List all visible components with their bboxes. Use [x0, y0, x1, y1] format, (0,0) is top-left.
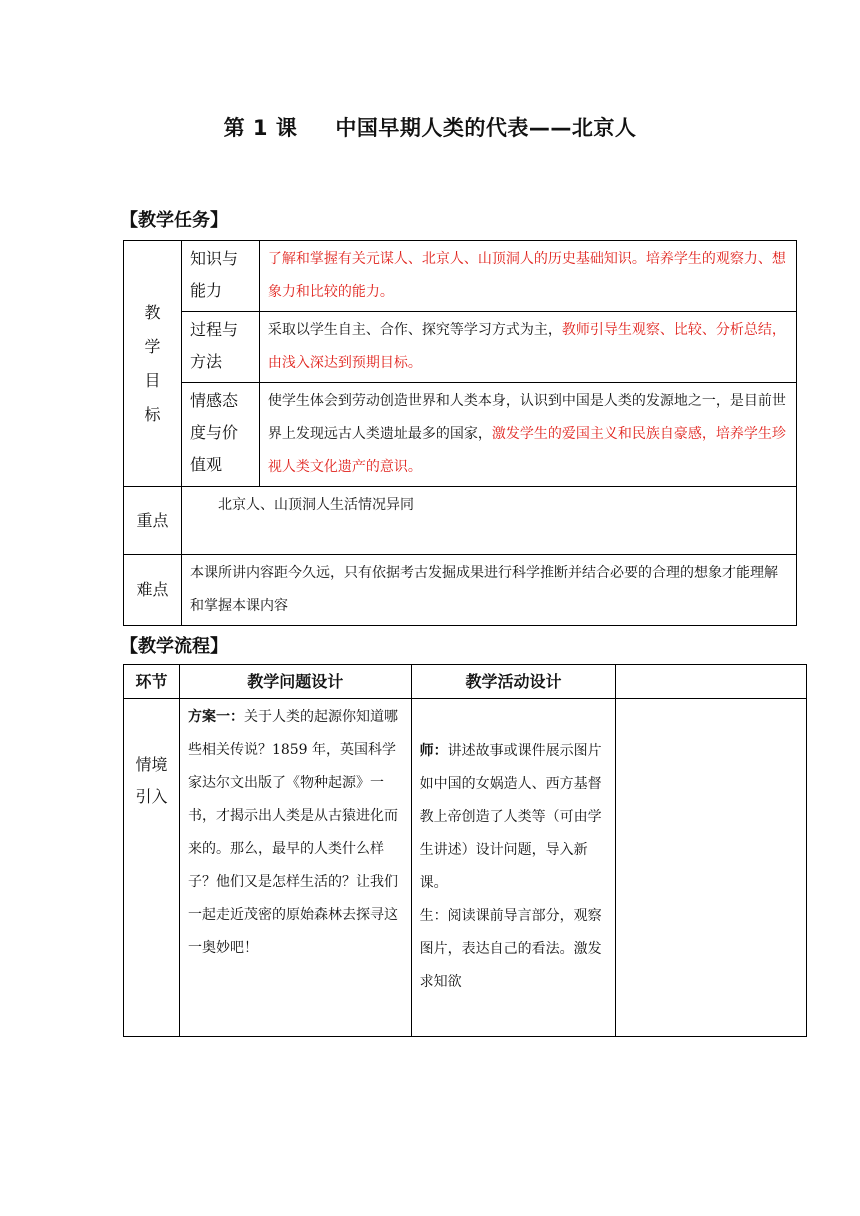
goal-text-emotion: 使学生体会到劳动创造世界和人类本身，认识到中国是人类的发源地之一，是目前世界上发现远古人类遗址最多的国家，激发学生的爱国主义和民族自豪感，培养学生珍视人类文化遗产的意识。: [259, 383, 796, 487]
goal-label-knowledge: 知识与 能力: [181, 241, 259, 312]
goal-label-emotion: 情感态 度与价 值观: [181, 383, 259, 487]
flow-activity-design: 师：讲述故事或课件展示图片 如中国的女娲造人、西方基督教上帝创造了人类等（可由学生讲述）设计问题，导入新课。 生：阅读课前导言部分，观察图片，表达自己的看法。激发求知欲: [411, 699, 616, 1037]
key-point-text: 北京人、山顶洞人生活情况异同: [181, 487, 796, 555]
flow-extra-cell: [616, 699, 807, 1037]
flow-header-activity: 教学活动设计: [411, 665, 616, 699]
goal-label-process: 过程与 方法: [181, 312, 259, 383]
section-heading-flow: 【教学流程】: [120, 636, 228, 657]
section-heading-task: 【教学任务】: [120, 210, 228, 231]
flow-header-extra: [616, 665, 807, 699]
goals-group-label: 教 学 目 标: [124, 241, 182, 487]
difficulty-text: 本课所讲内容距今久远，只有依据考古发掘成果进行科学推断并结合必要的合理的想象才能理解和掌握本课内容: [181, 555, 796, 626]
difficulty-label: 难点: [124, 555, 182, 626]
flow-header-problem: 教学问题设计: [179, 665, 411, 699]
goal-text-process: 采取以学生自主、合作、探究等学习方式为主，教师引导生观察、比较、分析总结，由浅入深达到预期目标。: [259, 312, 796, 383]
flow-stage-intro: 情境 引入: [124, 699, 180, 1037]
page-title: [0, 112, 860, 142]
flow-problem-design: 方案一：关于人类的起源你知道哪些相关传说？1859 年，英国科学家达尔文出版了《物种起源》一书，才揭示出人类是从古猿进化而来的。那么，最早的人类什么样子？他们又是怎样生活的？让我们一起走近茂密的原始森林去探寻这一奥妙吧！: [179, 699, 411, 1037]
flow-header-stage: 环节: [124, 665, 180, 699]
lesson-name: 中国早期人类的代表——北京人: [335, 116, 637, 140]
lesson-number: 第 1 课: [223, 116, 298, 140]
flow-table: [123, 664, 807, 1037]
key-point-label: 重点: [124, 487, 182, 555]
goal-text-knowledge: 了解和掌握有关元谋人、北京人、山顶洞人的历史基础知识。培养学生的观察力、想象力和比较的能力。: [259, 241, 796, 312]
goals-table: [123, 240, 797, 626]
